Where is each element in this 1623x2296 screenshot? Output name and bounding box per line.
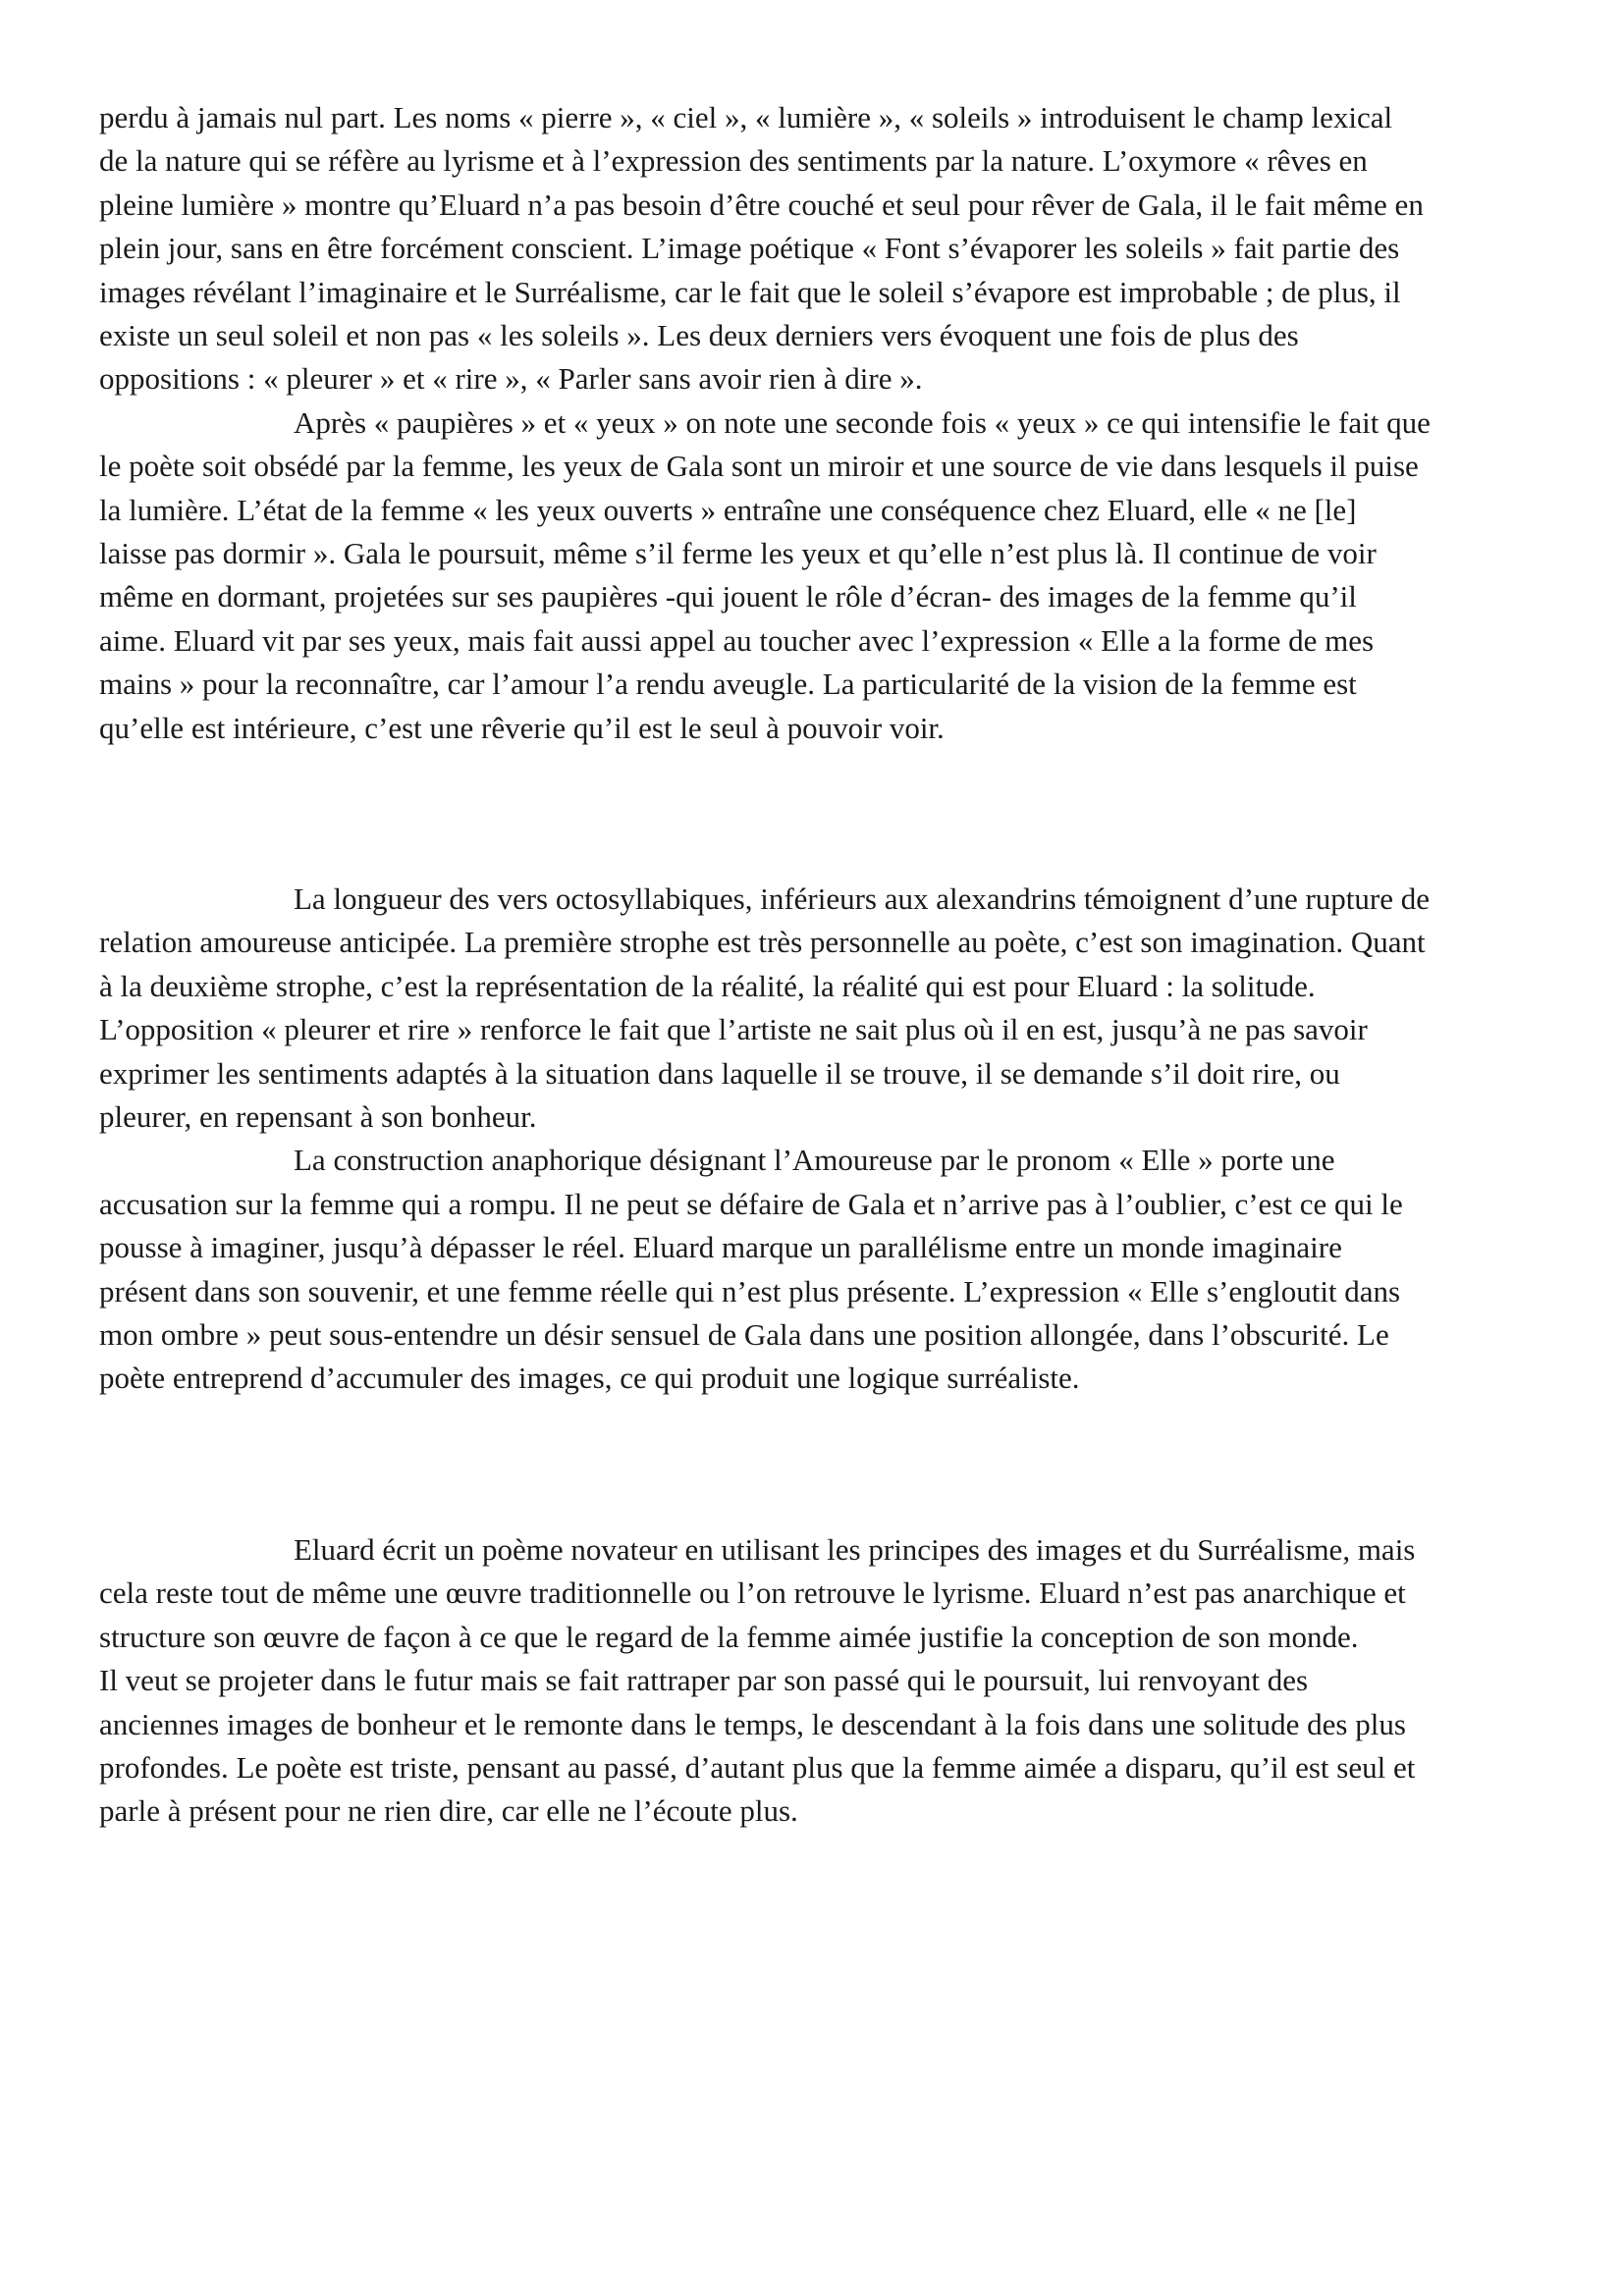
paragraph-octosyllables: La longueur des vers octosyllabiques, inférieurs aux alexandrins témoignent d’une rupture de relation amoureuse anticipée. La première strophe est très personnelle au poète, c’est son imagination. Quant à la deuxième strophe, c’est la représentation de la réalité, la réalité qui est pour Eluard : la solitude. L’opposition « pleurer et rire » renforce le fait que l’artiste ne sait plus où il en est, jusqu’à ne pas savoir exprimer les sentiments adaptés à la situation dans laquelle il se trouve, il se demande s’il doit rire, ou pleurer, en repensant à son bonheur.: [99, 881, 1430, 1135]
paragraph-conclusion: Eluard écrit un poème novateur en utilisant les principes des images et du Surréalisme, mais cela reste tout de même une œuvre traditionnelle ou l’on retrouve le lyrisme. Eluard n’est pas anarchique et structure son œuvre de façon à ce que le regard de la femme aimée justifie la conception de son monde. Il veut se projeter dans le futur mais se fait rattraper par son passé qui le poursuit, lui renvoyant des anciennes images de bonheur et le remonte dans le temps, le descendant à la fois dans une solitude des plus profondes. Le poète est triste, pensant au passé, d’autant plus que la femme aimée a disparu, qu’il est seul et parle à présent pour ne rien dire, car elle ne l’écoute plus.: [99, 1532, 1416, 1829]
analysis-section-images: [99, 96, 1533, 750]
paragraph-anaphora: La construction anaphorique désignant l’Amoureuse par le pronom « Elle » porte une accusation sur la femme qui a rompu. Il ne peut se défaire de Gala et n’arrive pas à l’oublier, c’est ce qui le pousse à imaginer, jusqu’à dépasser le réel. Eluard marque un parallélisme entre un monde imaginaire présent dans son souvenir, et une femme réelle qui n’est plus présente. L’expression « Elle s’engloutit dans mon ombre » peut sous-entendre un désir sensuel de Gala dans une position allongée, dans l’obscurité. Le poète entreprend d’accumuler des images, ce qui produit une logique surréaliste.: [99, 1143, 1403, 1396]
paragraph-eyes: Après « paupières » et « yeux » on note une seconde fois « yeux » ce qui intensifie le fait que le poète soit obsédé par la femme, les yeux de Gala sont un miroir et une source de vie dans lesquels il puise la lumière. L’état de la femme « les yeux ouverts » entraîne une conséquence chez Eluard, elle « ne [le] laisse pas dormir ». Gala le poursuit, même s’il ferme les yeux et qu’elle n’est plus là. Il continue de voir même en dormant, projetées sur ses paupières -qui jouent le rôle d’écran- des images de la femme qu’il aime. Eluard vit par ses yeux, mais fait aussi appel au toucher avec l’expression « Elle a la forme de mes mains » pour la reconnaître, car l’amour l’a rendu aveugle. La particularité de la vision de la femme est qu’elle est intérieure, c’est une rêverie qu’il est le seul à pouvoir voir.: [99, 404, 1431, 745]
conclusion-section: [99, 1528, 1533, 1834]
paragraph-nature-lexicon: perdu à jamais nul part. Les noms « pierre », « ciel », « lumière », « soleils » introduisent le champ lexical de la nature qui se réfère au lyrisme et à l’expression des sentiments par la nature. L’oxymore « rêves en pleine lumière » montre qu’Eluard n’a pas besoin d’être couché et seul pour rêver de Gala, il le fait même en plein jour, sans en être forcément conscient. L’image poétique « Font s’évaporer les soleils » fait partie des images révélant l’imaginaire et le Surréalisme, car le fait que le soleil s’évapore est improbable ; de plus, il existe un seul soleil et non pas « les soleils ». Les deux derniers vers évoquent une fois de plus des oppositions : « pleurer » et « rire », « Parler sans avoir rien à dire ».: [99, 100, 1424, 397]
analysis-section-structure: [99, 878, 1533, 1401]
